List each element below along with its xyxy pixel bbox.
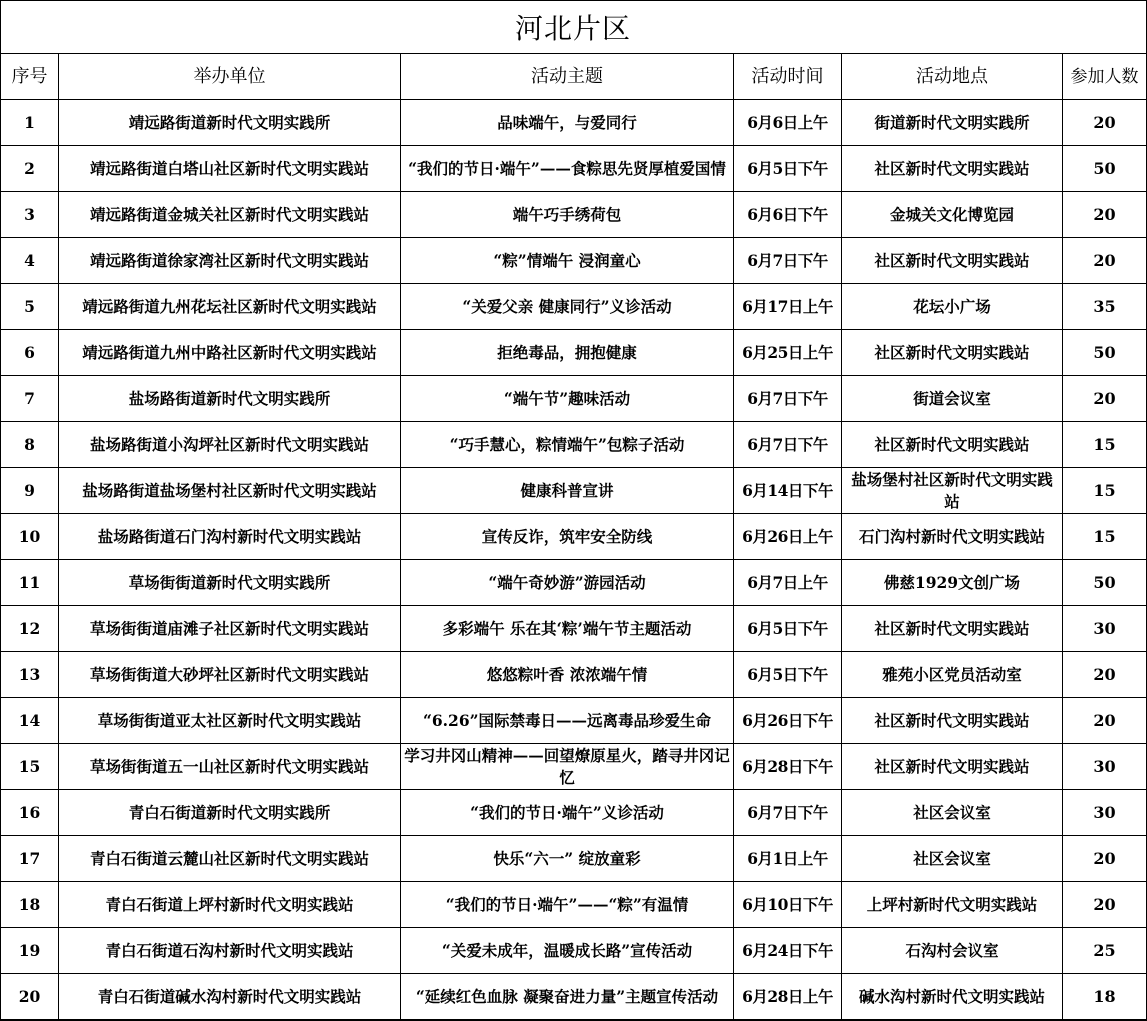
cell-topic: “关爱父亲 健康同行”义诊活动: [401, 284, 734, 330]
cell-count: 20: [1063, 698, 1147, 744]
cell-no: 20: [1, 974, 59, 1020]
cell-org: 青白石街道碱水沟村新时代文明实践站: [59, 974, 401, 1020]
cell-topic: “粽”情端午 浸润童心: [401, 238, 734, 284]
cell-count: 20: [1063, 192, 1147, 238]
cell-time: 6月6日下午: [734, 192, 842, 238]
table-row: [1, 882, 1147, 928]
cell-time: 6月7日下午: [734, 376, 842, 422]
cell-no: 10: [1, 514, 59, 560]
cell-place: 街道会议室: [842, 376, 1063, 422]
cell-time: 6月26日上午: [734, 514, 842, 560]
cell-org: 青白石街道石沟村新时代文明实践站: [59, 928, 401, 974]
table-row: [1, 330, 1147, 376]
cell-place: 花坛小广场: [842, 284, 1063, 330]
table-row: [1, 560, 1147, 606]
cell-place: 街道新时代文明实践所: [842, 100, 1063, 146]
table-row: [1, 744, 1147, 790]
cell-count: 20: [1063, 836, 1147, 882]
table-row: [1, 514, 1147, 560]
cell-no: 4: [1, 238, 59, 284]
cell-count: 50: [1063, 146, 1147, 192]
cell-time: 6月7日下午: [734, 238, 842, 284]
cell-topic: 拒绝毒品，拥抱健康: [401, 330, 734, 376]
cell-time: 6月28日下午: [734, 744, 842, 790]
cell-place: 社区会议室: [842, 836, 1063, 882]
cell-place: 盐场堡村社区新时代文明实践站: [842, 468, 1063, 514]
header-time: 活动时间: [734, 54, 842, 100]
cell-org: 靖远路街道九州花坛社区新时代文明实践站: [59, 284, 401, 330]
cell-no: 19: [1, 928, 59, 974]
cell-topic: “巧手慧心，粽情端午”包粽子活动: [401, 422, 734, 468]
cell-place: 社区新时代文明实践站: [842, 330, 1063, 376]
table-row: [1, 100, 1147, 146]
cell-count: 50: [1063, 330, 1147, 376]
cell-org: 靖远路街道九州中路社区新时代文明实践站: [59, 330, 401, 376]
cell-no: 1: [1, 100, 59, 146]
table-row: [1, 836, 1147, 882]
table-row: [1, 652, 1147, 698]
cell-no: 11: [1, 560, 59, 606]
cell-place: 社区新时代文明实践站: [842, 606, 1063, 652]
table-row: [1, 192, 1147, 238]
cell-no: 5: [1, 284, 59, 330]
cell-no: 15: [1, 744, 59, 790]
cell-count: 20: [1063, 652, 1147, 698]
cell-count: 50: [1063, 560, 1147, 606]
cell-no: 14: [1, 698, 59, 744]
cell-place: 社区会议室: [842, 790, 1063, 836]
cell-topic: “端午奇妙游”游园活动: [401, 560, 734, 606]
cell-count: 20: [1063, 100, 1147, 146]
cell-place: 碱水沟村新时代文明实践站: [842, 974, 1063, 1020]
cell-org: 草场街街道大砂坪社区新时代文明实践站: [59, 652, 401, 698]
cell-place: 社区新时代文明实践站: [842, 238, 1063, 284]
header-no: 序号: [1, 54, 59, 100]
cell-topic: “我们的节日·端午”——食粽思先贤厚植爱国情: [401, 146, 734, 192]
cell-place: 石沟村会议室: [842, 928, 1063, 974]
cell-topic: 快乐“六一” 绽放童彩: [401, 836, 734, 882]
cell-org: 青白石街道云麓山社区新时代文明实践站: [59, 836, 401, 882]
cell-time: 6月17日上午: [734, 284, 842, 330]
cell-no: 6: [1, 330, 59, 376]
cell-topic: 悠悠粽叶香 浓浓端午情: [401, 652, 734, 698]
cell-place: 社区新时代文明实践站: [842, 422, 1063, 468]
cell-place: 上坪村新时代文明实践站: [842, 882, 1063, 928]
cell-time: 6月5日下午: [734, 652, 842, 698]
cell-place: 石门沟村新时代文明实践站: [842, 514, 1063, 560]
header-count: 参加人数: [1063, 54, 1147, 100]
cell-topic: “我们的节日·端午”——“粽”有温情: [401, 882, 734, 928]
table-row: [1, 376, 1147, 422]
cell-org: 盐场路街道新时代文明实践所: [59, 376, 401, 422]
cell-time: 6月28日上午: [734, 974, 842, 1020]
cell-time: 6月25日上午: [734, 330, 842, 376]
cell-time: 6月5日下午: [734, 606, 842, 652]
cell-place: 金城关文化博览园: [842, 192, 1063, 238]
table-row: [1, 606, 1147, 652]
cell-org: 盐场路街道盐场堡村社区新时代文明实践站: [59, 468, 401, 514]
cell-time: 6月7日下午: [734, 422, 842, 468]
cell-time: 6月6日上午: [734, 100, 842, 146]
cell-no: 8: [1, 422, 59, 468]
cell-topic: 端午巧手绣荷包: [401, 192, 734, 238]
cell-topic: “延续红色血脉 凝聚奋进力量”主题宣传活动: [401, 974, 734, 1020]
table-row: [1, 284, 1147, 330]
cell-time: 6月1日上午: [734, 836, 842, 882]
cell-topic: 学习井冈山精神——回望燎原星火，踏寻井冈记忆: [401, 744, 734, 790]
cell-no: 12: [1, 606, 59, 652]
table-row: [1, 238, 1147, 284]
header-org: 举办单位: [59, 54, 401, 100]
cell-count: 25: [1063, 928, 1147, 974]
cell-no: 16: [1, 790, 59, 836]
cell-time: 6月5日下午: [734, 146, 842, 192]
cell-place: 社区新时代文明实践站: [842, 146, 1063, 192]
cell-no: 13: [1, 652, 59, 698]
cell-topic: “6.26”国际禁毒日——远离毒品珍爱生命: [401, 698, 734, 744]
cell-count: 15: [1063, 514, 1147, 560]
cell-count: 15: [1063, 422, 1147, 468]
sheet-title: 河北片区: [514, 11, 631, 45]
cell-no: 3: [1, 192, 59, 238]
cell-org: 盐场路街道石门沟村新时代文明实践站: [59, 514, 401, 560]
header-place: 活动地点: [842, 54, 1063, 100]
table-row: [1, 974, 1147, 1020]
cell-org: 青白石街道新时代文明实践所: [59, 790, 401, 836]
table-row: [1, 928, 1147, 974]
table-row: [1, 422, 1147, 468]
cell-no: 7: [1, 376, 59, 422]
activity-table: [0, 53, 1147, 1020]
cell-org: 草场街街道新时代文明实践所: [59, 560, 401, 606]
cell-topic: “我们的节日·端午”义诊活动: [401, 790, 734, 836]
cell-org: 盐场路街道小沟坪社区新时代文明实践站: [59, 422, 401, 468]
cell-time: 6月7日下午: [734, 790, 842, 836]
cell-place: 社区新时代文明实践站: [842, 744, 1063, 790]
table-row: [1, 146, 1147, 192]
cell-no: 9: [1, 468, 59, 514]
table-body: [1, 100, 1147, 1020]
cell-time: 6月24日下午: [734, 928, 842, 974]
cell-place: 佛慈1929文创广场: [842, 560, 1063, 606]
cell-topic: “关爱未成年，温暖成长路”宣传活动: [401, 928, 734, 974]
cell-time: 6月14日下午: [734, 468, 842, 514]
cell-org: 靖远路街道徐家湾社区新时代文明实践站: [59, 238, 401, 284]
cell-count: 35: [1063, 284, 1147, 330]
cell-time: 6月10日下午: [734, 882, 842, 928]
cell-topic: 宣传反诈，筑牢安全防线: [401, 514, 734, 560]
table-row: [1, 468, 1147, 514]
cell-time: 6月26日下午: [734, 698, 842, 744]
cell-count: 30: [1063, 744, 1147, 790]
cell-org: 靖远路街道金城关社区新时代文明实践站: [59, 192, 401, 238]
cell-count: 20: [1063, 882, 1147, 928]
cell-place: 雅苑小区党员活动室: [842, 652, 1063, 698]
cell-no: 2: [1, 146, 59, 192]
cell-org: 草场街街道亚太社区新时代文明实践站: [59, 698, 401, 744]
cell-org: 靖远路街道新时代文明实践所: [59, 100, 401, 146]
cell-org: 青白石街道上坪村新时代文明实践站: [59, 882, 401, 928]
cell-topic: 健康科普宣讲: [401, 468, 734, 514]
cell-count: 20: [1063, 376, 1147, 422]
cell-org: 草场街街道庙滩子社区新时代文明实践站: [59, 606, 401, 652]
header-topic: 活动主题: [401, 54, 734, 100]
header-row: [1, 54, 1147, 100]
cell-topic: 多彩端午 乐在其‘粽’端午节主题活动: [401, 606, 734, 652]
cell-count: 15: [1063, 468, 1147, 514]
cell-count: 18: [1063, 974, 1147, 1020]
cell-topic: “端午节”趣味活动: [401, 376, 734, 422]
cell-count: 20: [1063, 238, 1147, 284]
cell-place: 社区新时代文明实践站: [842, 698, 1063, 744]
cell-topic: 品味端午，与爱同行: [401, 100, 734, 146]
cell-no: 18: [1, 882, 59, 928]
cell-time: 6月7日上午: [734, 560, 842, 606]
table-row: [1, 790, 1147, 836]
cell-count: 30: [1063, 790, 1147, 836]
cell-count: 30: [1063, 606, 1147, 652]
cell-org: 靖远路街道白塔山社区新时代文明实践站: [59, 146, 401, 192]
sheet-title-cell: [0, 0, 1146, 53]
cell-no: 17: [1, 836, 59, 882]
cell-org: 草场街街道五一山社区新时代文明实践站: [59, 744, 401, 790]
table-row: [1, 698, 1147, 744]
